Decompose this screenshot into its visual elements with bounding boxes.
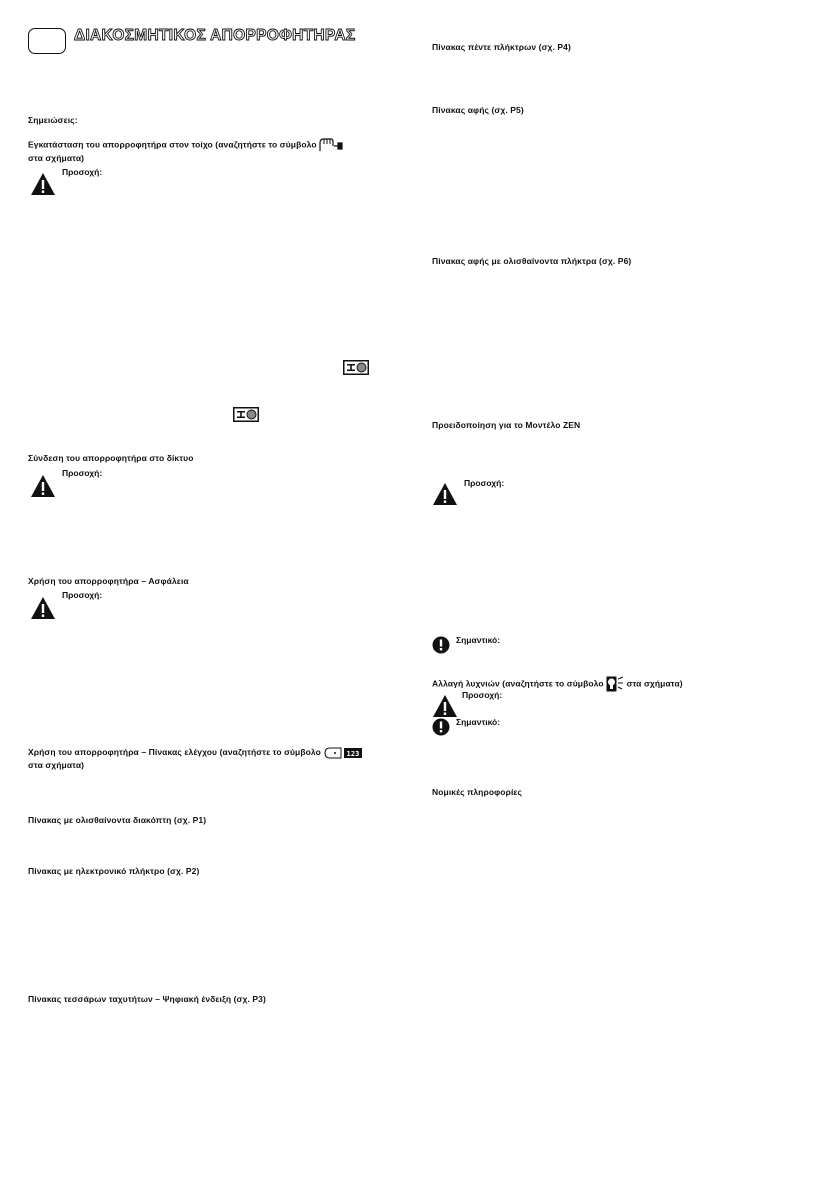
title-box-decoration bbox=[28, 28, 66, 54]
wall-install-heading-text: Εγκατάσταση του απορροφητήρα στον τοίχο (αναζητήστε το σύμβολο bbox=[28, 139, 317, 150]
zen-warning-heading: Προειδοποίηση για το Μοντέλο ZEN bbox=[432, 420, 581, 430]
wall-install-heading-text-2: στα σχήματα) bbox=[28, 153, 85, 163]
lamp-bulb-icon bbox=[606, 676, 624, 692]
panel-p2-heading: Πίνακας με ηλεκτρονικό πλήκτρο (σχ. P2) bbox=[28, 866, 200, 876]
important-icon bbox=[432, 636, 450, 654]
mains-connection-heading: Σύνδεση του απορροφητήρα στο δίκτυο bbox=[28, 453, 194, 463]
wall-install-heading bbox=[28, 138, 388, 164]
warning-icon bbox=[30, 596, 56, 620]
power-switch-icon bbox=[343, 360, 369, 375]
warning-icon bbox=[30, 474, 56, 498]
warning-label: Προσοχή: bbox=[462, 690, 503, 700]
control-panel-heading-text: Χρήση του απορροφητήρα – Πίνακας ελέγχου (αναζητήστε το σύμβολο bbox=[28, 747, 321, 757]
control-panel-heading bbox=[28, 746, 398, 771]
page-title: ΔΙΑΚΟΣΜΗΤΙΚΟΣ ΑΠΟΡΡΟΦΗΤΗΡΑΣ bbox=[74, 27, 356, 44]
safety-heading: Χρήση του απορροφητήρα – Ασφάλεια bbox=[28, 576, 189, 586]
lamp-change-heading-text: Αλλαγή λυχνιών (αναζητήστε το σύμβολο bbox=[432, 678, 604, 689]
warning-label: Προσοχή: bbox=[62, 590, 103, 600]
important-label: Σημαντικό: bbox=[456, 717, 501, 727]
warning-label: Προσοχή: bbox=[464, 478, 505, 488]
control-panel-heading-text-2: στα σχήματα) bbox=[28, 759, 85, 770]
warning-label: Προσοχή: bbox=[62, 468, 103, 478]
power-switch-icon bbox=[233, 407, 259, 422]
panel-p1-heading: Πίνακας με ολισθαίνοντα διακόπτη (σχ. P1) bbox=[28, 815, 207, 825]
legal-info-heading: Νομικές πληροφορίες bbox=[432, 787, 523, 797]
important-icon bbox=[432, 718, 450, 736]
lamp-change-heading-text-2: στα σχήματα) bbox=[626, 678, 683, 689]
panel-p4-heading: Πίνακας πέντε πλήκτρων (σχ. P4) bbox=[432, 42, 571, 52]
important-label: Σημαντικό: bbox=[456, 635, 501, 645]
panel-p6-heading: Πίνακας αφής με ολισθαίνοντα πλήκτρα (σχ. P6) bbox=[432, 256, 632, 266]
warning-icon bbox=[30, 172, 56, 196]
warning-label: Προσοχή: bbox=[62, 167, 103, 177]
panel-p3-heading: Πίνακας τεσσάρων ταχυτήτων – Ψηφιακή ένδειξη (σχ. P3) bbox=[28, 994, 266, 1004]
notes-heading: Σημειώσεις: bbox=[28, 115, 78, 125]
warning-icon bbox=[432, 482, 458, 506]
display-digits: 123 bbox=[346, 749, 360, 758]
panel-p5-heading: Πίνακας αφής (σχ. P5) bbox=[432, 105, 524, 115]
control-panel-display-icon bbox=[323, 747, 363, 759]
wall-mount-tool-icon bbox=[319, 138, 343, 152]
warning-icon bbox=[432, 694, 458, 718]
